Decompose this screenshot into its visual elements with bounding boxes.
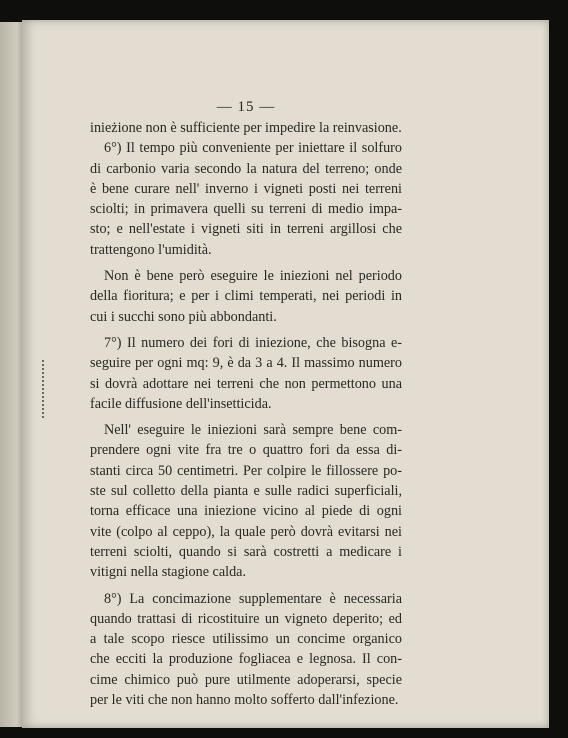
text-line: 7°) Il numero dei fori di iniezione, che bisogna e- [104, 334, 402, 351]
page-number: — 15 — [216, 99, 276, 115]
text-line: cui i succhi sono più abbondanti. [90, 308, 277, 325]
text-line: prendere ogni vite fra tre o quattro fori da essa di- [90, 442, 402, 459]
text-line: sciolti; in primavera quelli su terreni di medio impa- [90, 201, 402, 218]
paragraph-flowering [90, 266, 402, 327]
text-line: 8°) La concimazione supplementare è necessaria [104, 590, 402, 607]
text-line: terreni sciolti, quando si sarà costretti a medicare i [90, 543, 402, 560]
text-line: inieżione non è sufficiente per impedire la reinvasione. [90, 120, 402, 136]
facing-page-edge [0, 22, 24, 727]
text-line: di carbonio varia secondo la natura del terreno; onde [90, 160, 402, 177]
text-line: Nell' eseguire le iniezioni sarà sempre bene com- [104, 422, 402, 439]
text-line: facile diffusione dell'insetticida. [90, 395, 272, 412]
paragraph-item-8 [90, 589, 402, 711]
text-line: per le viti che non hanno molto sofferto dall'infezione. [90, 692, 399, 709]
text-line: vite (colpo al ceppo), la quale però dovrà evitarsi nei [90, 523, 402, 540]
paragraph-continuation [90, 118, 402, 138]
text-line: si dovrà adottare nei terreni che non permettono una [90, 375, 402, 392]
text-line: 6°) Il tempo più conveniente per iniettare il solfuro [104, 140, 402, 157]
text-line: vitigni nella stagione calda. [90, 564, 247, 581]
paragraph-item-6 [90, 138, 402, 260]
paragraph-injections [90, 420, 402, 582]
text-line: che ecciti la produzione fogliacea e legnosa. Il con- [90, 651, 402, 668]
text-line: Non è bene però eseguire le iniezioni nel periodo [104, 268, 402, 285]
page-text [90, 97, 402, 710]
paragraph-item-7 [90, 333, 402, 414]
text-line: seguire per ogni mq: 9, è da 3 a 4. Il massimo numero [90, 355, 402, 372]
text-line: della fioritura; e per i climi temperati, nei periodi in [90, 288, 402, 305]
text-line: a tale scopo riesce utilissimo un concime organico [90, 631, 402, 648]
text-line: stanti circa 50 centimetri. Per colpire le fillossere po- [90, 462, 402, 479]
text-line: è bene curare nell' inverno i vigneti posti nei terreni [90, 180, 402, 197]
text-line: cime chimico può pure utilmente adoperarsi, specie [90, 671, 402, 688]
text-line: quando trattasi di ricostituire un vigneto deperito; ed [90, 610, 402, 627]
text-line: sto; e nell'estate i vigneti siti in terreni argillosi che [90, 221, 402, 238]
binding-stitch [42, 360, 47, 418]
text-line: torna efficace una iniezione vicino al piede di ogni [90, 503, 402, 520]
text-line: ste sul colletto della pianta e sulle radici superficiali, [90, 483, 402, 500]
text-line: trattengono l'umidità. [90, 241, 212, 258]
